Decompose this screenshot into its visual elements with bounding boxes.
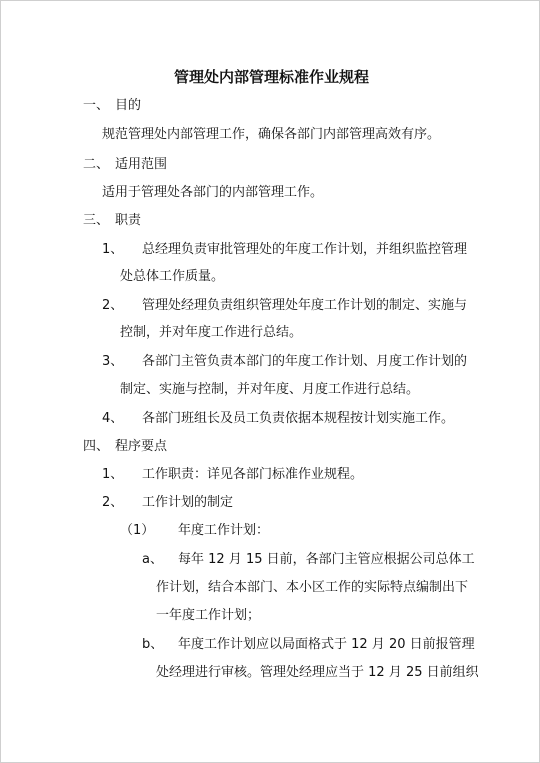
procedure-1-number: 1、 [102,467,124,482]
section-3-number: 三、 [83,213,110,228]
section-1-text: 规范管理处内部管理工作，确保各部门内部管理高效有序。 [102,127,441,142]
duty-4-number: 4、 [102,411,124,426]
sub-item-1-number: （1） [120,523,155,538]
section-1-heading: 目的 [115,98,142,113]
point-a-number: a、 [142,552,163,567]
duty-4-line-1: 各部门班组长及员工负责依据本规程按计划实施工作。 [142,411,455,426]
duty-2-line-2: 控制，并对年度工作进行总结。 [120,325,303,340]
section-3-heading: 职责 [115,213,142,228]
duty-1-line-1: 总经理负责审批管理处的年度工作计划，并组织监控管理 [142,242,468,257]
procedure-2-text: 工作计划的制定 [142,495,234,510]
duty-2-line-1: 管理处经理负责组织管理处年度工作计划的制定、实施与 [142,298,468,313]
section-4-heading: 程序要点 [115,439,168,454]
point-a-line-1: 每年 12 月 15 日前，各部门主管应根据公司总体工 [178,552,475,567]
procedure-2-number: 2、 [102,495,124,510]
point-b-line-2: 处经理进行审核。管理处经理应当于 12 月 25 日前组织 [156,665,479,680]
section-4-number: 四、 [83,439,110,454]
point-b-line-1: 年度工作计划应以局面格式于 12 月 20 日前报管理 [178,637,475,652]
section-1-number: 一、 [83,98,110,113]
duty-2-number: 2、 [102,298,124,313]
duty-1-number: 1、 [102,242,124,257]
duty-3-number: 3、 [102,354,124,369]
sub-item-1-text: 年度工作计划： [178,523,270,538]
duty-3-line-1: 各部门主管负责本部门的年度工作计划、月度工作计划的 [142,354,468,369]
point-a-line-2: 作计划，结合本部门、本小区工作的实际特点编制出下 [156,580,469,595]
duty-1-line-2: 处总体工作质量。 [120,269,225,284]
point-b-number: b、 [142,637,164,652]
section-2-number: 二、 [83,157,110,172]
point-a-line-3: 一年度工作计划； [156,608,261,623]
procedure-1-text: 工作职责：详见各部门标准作业规程。 [142,467,364,482]
duty-3-line-2: 制定、实施与控制，并对年度、月度工作进行总结。 [120,382,420,397]
section-2-text: 适用于管理处各部门的内部管理工作。 [102,185,324,200]
section-2-heading: 适用范围 [115,157,168,172]
document-title: 管理处内部管理标准作业规程 [174,68,370,86]
